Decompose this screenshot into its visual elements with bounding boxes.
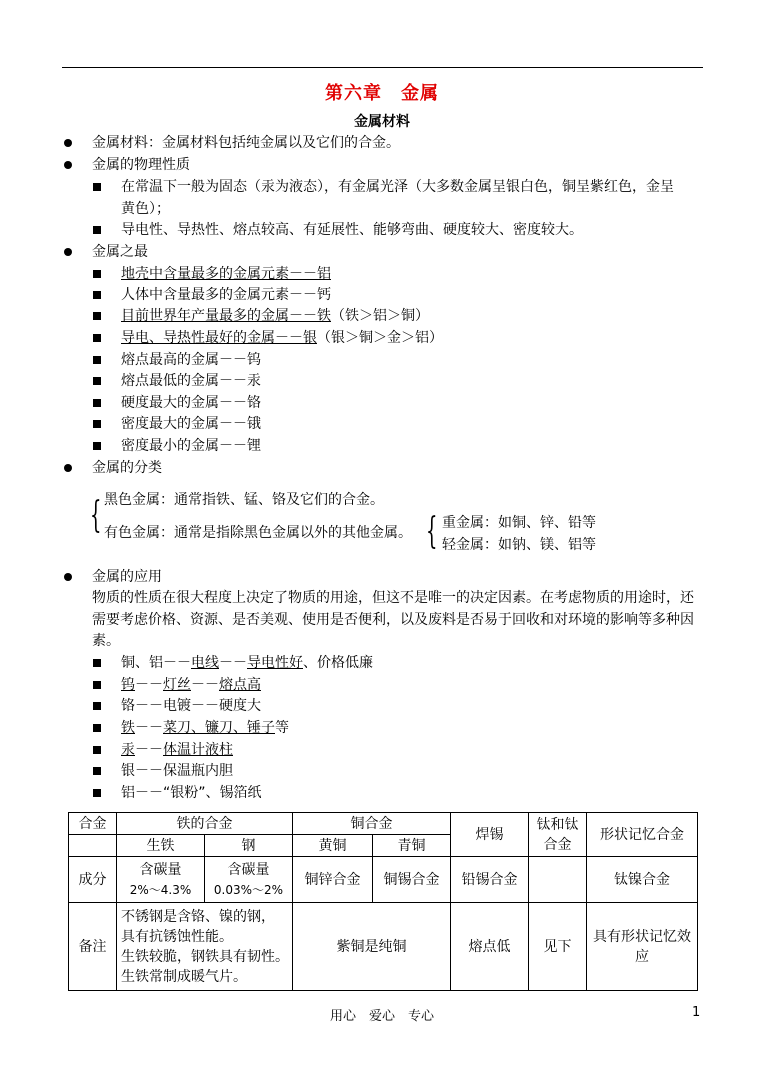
table-subheader-cell: 黄铜 — [293, 835, 373, 857]
left-brace-icon: { — [426, 511, 438, 552]
bullet-square-icon — [93, 420, 101, 428]
bullet-dot-icon — [64, 248, 72, 256]
table-row — [69, 813, 698, 835]
bullet-square-icon — [93, 746, 101, 754]
table-cell: 钛镍合金 — [587, 857, 698, 903]
table-header-cell: 铁的合金 — [117, 813, 293, 835]
bullet-square-icon — [93, 681, 101, 689]
table-header-cell: 形状记忆合金 — [587, 813, 698, 857]
table-cell: 铅锡合金 — [451, 857, 529, 903]
table-cell: 铜锡合金 — [373, 857, 451, 903]
table-header-cell: 钛和钛合金 — [529, 813, 587, 857]
bullet-square-icon — [93, 789, 101, 797]
classify-light-metal: 轻金属：如钠、镁、铝等 — [442, 537, 596, 553]
table-header-cell: 合金 — [69, 813, 117, 835]
table-cell — [69, 835, 117, 857]
bullet-square-icon — [93, 399, 101, 407]
table-cell: 含碳量 0.03%～2% — [205, 857, 293, 903]
table-cell: 见下 — [529, 903, 587, 991]
table-row-label: 成分 — [69, 857, 117, 903]
table-header-cell: 铜合金 — [293, 813, 451, 835]
application-paragraph: 物质的性质在很大程度上决定了物质的用途，但这不是唯一的决定因素。在考虑物质的用途时，还需要考虑价格、资源、是否美观、使用是否便利，以及废料是否易于回收和对环境的影响等多种因素。 — [92, 590, 694, 649]
page-number: 1 — [692, 1005, 701, 1020]
bullet-square-icon — [93, 183, 101, 191]
bullet-square-icon — [93, 442, 101, 450]
header-rule — [62, 67, 703, 68]
table-cell: 不锈钢是含铬、镍的钢， 具有抗锈蚀性能。 生铁较脆，钢铁具有韧性。 生铁常制成暖气片。 — [117, 903, 293, 991]
left-brace-icon: { — [90, 495, 102, 536]
bullet-square-icon — [93, 702, 101, 710]
table-subheader-cell: 青铜 — [373, 835, 451, 857]
chapter-title: 第六章 金属 — [325, 83, 439, 104]
table-cell: 具有形状记忆效应 — [587, 903, 698, 991]
bullet-square-icon — [93, 767, 101, 775]
classify-black-metal: 黑色金属：通常指铁、锰、铬及它们的合金。 — [104, 492, 384, 508]
table-subheader-cell: 生铁 — [117, 835, 205, 857]
table-cell: 熔点低 — [451, 903, 529, 991]
classify-heavy-metal: 重金属：如铜、锌、铅等 — [442, 515, 596, 531]
table-cell — [529, 857, 587, 903]
classify-colored-metal: 有色金属：通常是指除黑色金属以外的其他金属。 — [104, 525, 412, 541]
table-row — [69, 857, 698, 903]
table-header-cell: 焊锡 — [451, 813, 529, 857]
table-row-label: 备注 — [69, 903, 117, 991]
bullet-square-icon — [93, 291, 101, 299]
table-cell: 含碳量 2%～4.3% — [117, 857, 205, 903]
bullet-square-icon — [93, 312, 101, 320]
bullet-square-icon — [93, 270, 101, 278]
bullet-square-icon — [93, 724, 101, 732]
bullet-dot-icon — [64, 573, 72, 581]
table-cell: 铜锌合金 — [293, 857, 373, 903]
section-title: 金属材料 — [354, 114, 410, 130]
bullet-square-icon — [93, 377, 101, 385]
bullet-square-icon — [93, 356, 101, 364]
page-footer: 用心 爱心 专心 — [329, 1009, 434, 1024]
bullet-square-icon — [93, 659, 101, 667]
table-cell: 紫铜是纯铜 — [293, 903, 451, 991]
alloy-table — [68, 812, 698, 991]
bullet-dot-icon — [64, 139, 72, 147]
bullet-dot-icon — [64, 161, 72, 169]
bullet-square-icon — [93, 334, 101, 342]
bullet-square-icon — [93, 226, 101, 234]
bullet-dot-icon — [64, 464, 72, 472]
table-subheader-cell: 钢 — [205, 835, 293, 857]
table-row — [69, 903, 698, 991]
